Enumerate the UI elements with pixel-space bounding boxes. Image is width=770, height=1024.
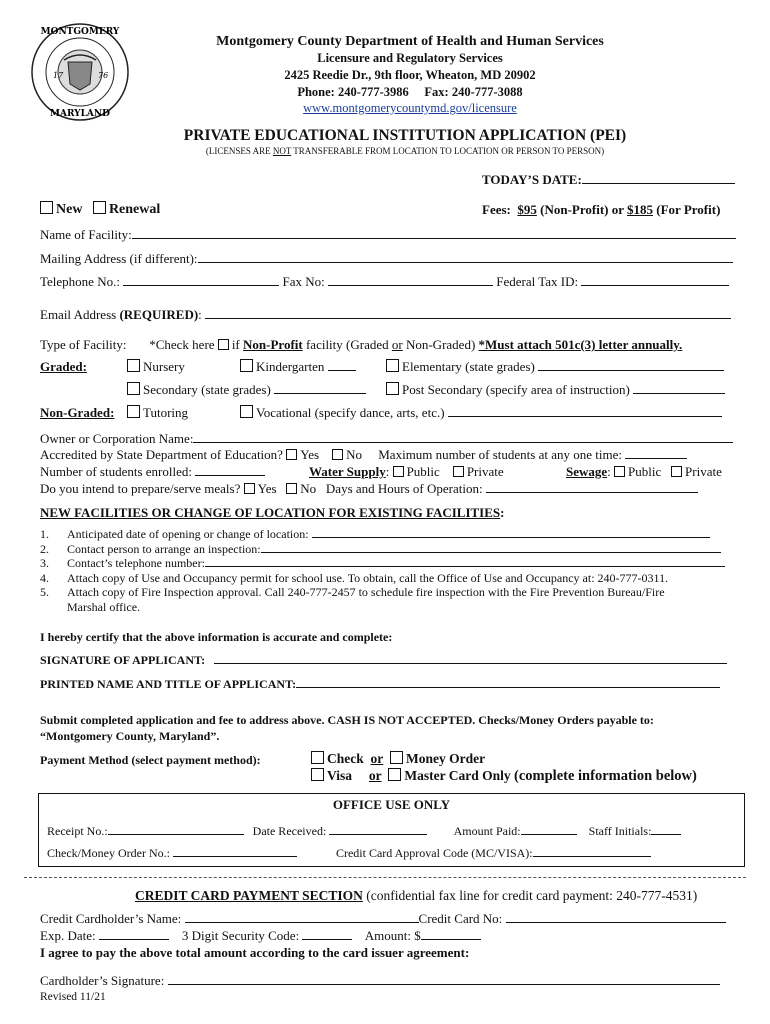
- post-secondary-field[interactable]: [633, 382, 725, 394]
- sewage-group: Sewage: Public Private: [566, 464, 722, 479]
- secondary-checkbox[interactable]: [127, 382, 140, 395]
- water-public-label: Public: [406, 464, 440, 479]
- telephone-label: Telephone No.:: [40, 274, 120, 289]
- federal-tax-field[interactable]: [581, 274, 729, 286]
- list-number: 3.: [40, 556, 49, 571]
- new-label: New: [56, 202, 83, 217]
- list-text: Attach copy of Use and Occupancy permit for school use. To obtain, call the Office of Use and Occupancy at: 240-777-0311.: [67, 570, 669, 585]
- cardholder-signature-label: Cardholder’s Signature:: [40, 973, 165, 988]
- form-subtitle: [100, 146, 710, 156]
- list-item: [40, 571, 745, 586]
- accredited-row: [40, 447, 687, 463]
- owner-row: [40, 431, 733, 447]
- payment-row-1: [311, 751, 485, 767]
- email-field[interactable]: [205, 307, 731, 319]
- phone-text: Phone: 240-777-3986: [297, 85, 409, 99]
- np-or: or: [391, 337, 403, 352]
- subtitle-post: TRANSFERABLE FROM LOCATION TO LOCATION OR PERSON TO PERSON): [291, 146, 605, 156]
- cardholder-signature-field[interactable]: [168, 973, 720, 985]
- list-item: [40, 585, 745, 600]
- fees-label: Fees:: [482, 202, 511, 217]
- cc-approval-field[interactable]: [533, 845, 651, 857]
- new-facilities-heading-text: NEW FACILITIES OR CHANGE OF LOCATION FOR EXISTING FACILITIES: [40, 505, 501, 520]
- enrolled-field[interactable]: [195, 464, 265, 476]
- secondary-label: Secondary (state grades): [143, 382, 271, 397]
- check-here-label: *Check here: [149, 337, 215, 352]
- date-received-field[interactable]: [329, 823, 427, 835]
- cc-title: CREDIT CARD PAYMENT SECTION: [135, 888, 363, 903]
- list-item: [40, 542, 745, 557]
- printed-name-label: PRINTED NAME AND TITLE OF APPLICANT:: [40, 677, 297, 691]
- facility-name-field[interactable]: [132, 227, 736, 239]
- revised-date: Revised 11/21: [40, 991, 106, 1003]
- list-text: Contact person to arrange an inspection:: [67, 541, 261, 556]
- subtitle-pre: (LICENSES ARE: [205, 146, 273, 156]
- exp-row: [40, 928, 481, 944]
- non-profit-label: Non-Profit: [243, 337, 303, 352]
- water-private-checkbox[interactable]: [453, 466, 464, 477]
- receipt-row: [47, 823, 681, 839]
- owner-label: Owner or Corporation Name:: [40, 431, 194, 446]
- post-secondary-checkbox[interactable]: [386, 382, 399, 395]
- vocational-option[interactable]: [240, 405, 722, 421]
- if-label: if: [231, 337, 244, 352]
- np-rest2: Non-Graded): [402, 337, 479, 352]
- card-no-field[interactable]: [506, 911, 726, 923]
- meals-yes-checkbox[interactable]: [244, 483, 255, 494]
- mailing-address-row: [40, 251, 733, 267]
- mastercard-checkbox[interactable]: [388, 768, 401, 781]
- meals-label: Do you intend to prepare/serve meals?: [40, 481, 241, 496]
- mailing-address-label: Mailing Address (if different):: [40, 251, 198, 266]
- mastercard-label: Master Card Only: [404, 768, 511, 783]
- svg-text:76: 76: [98, 71, 109, 80]
- staff-initials-field[interactable]: [651, 823, 681, 835]
- tutoring-label: Tutoring: [143, 405, 189, 420]
- fee-nonprofit-note: (Non-Profit) or: [540, 202, 624, 217]
- list-item: [40, 600, 745, 615]
- money-order-label: Money Order: [406, 751, 486, 766]
- facility-name-row: [40, 227, 736, 243]
- federal-tax-label: Federal Tax ID:: [496, 274, 579, 289]
- check-number-row: [47, 845, 651, 861]
- vocational-label: Vocational (specify dance, arts, etc.): [256, 405, 445, 420]
- meals-no-checkbox[interactable]: [286, 483, 297, 494]
- accredited-label: Accredited by State Department of Education?: [40, 447, 283, 462]
- post-secondary-label: Post Secondary (specify area of instruction): [402, 382, 630, 397]
- amount-label: Amount: $: [364, 928, 421, 943]
- cc-agree: I agree to pay the above total amount according to the card issuer agreement:: [40, 945, 470, 960]
- kindergarten-label: Kindergarten: [256, 359, 325, 374]
- list-number: 4.: [40, 570, 49, 585]
- list-number: 1.: [40, 527, 49, 541]
- signature-row: [40, 652, 727, 668]
- certify-text: I hereby certify that the above information is accurate and complete:: [40, 630, 393, 644]
- vocational-checkbox[interactable]: [240, 405, 253, 418]
- website-row: [130, 101, 690, 116]
- payment-method-label: Payment Method (select payment method):: [40, 753, 261, 767]
- todays-date-label: TODAY’S DATE:: [482, 172, 582, 187]
- check-checkbox[interactable]: [311, 751, 324, 764]
- svg-text:MARYLAND: MARYLAND: [50, 109, 110, 119]
- accredited-no-checkbox[interactable]: [332, 449, 343, 460]
- amount-paid-field[interactable]: [521, 823, 577, 835]
- application-type-row: [40, 201, 160, 218]
- or-label: or: [370, 751, 384, 766]
- nursery-option[interactable]: [127, 359, 185, 375]
- sewage-private-label: Private: [685, 464, 722, 479]
- security-code-field[interactable]: [302, 928, 352, 940]
- cc-title-note: (confidential fax line for credit card payment: 240-777-4531): [362, 888, 698, 903]
- fax-text: Fax: 240-777-3088: [424, 85, 523, 99]
- staff-initials-label: Staff Initials:: [588, 824, 652, 838]
- elementary-option[interactable]: [386, 359, 724, 375]
- renewal-checkbox[interactable]: [93, 201, 106, 214]
- list-text: Anticipated date of opening or change of location:: [67, 527, 309, 541]
- contact-person-field[interactable]: [261, 543, 721, 553]
- cc-approval-label: Credit Card Approval Code (MC/VISA):: [335, 846, 533, 860]
- submit-line-1: Submit completed application and fee to address above. CASH IS NOT ACCEPTED. Checks/Money Orders payable to:: [40, 713, 654, 727]
- fee-nonprofit: $95: [517, 202, 537, 217]
- receipt-field[interactable]: [108, 823, 244, 835]
- secondary-option[interactable]: [127, 382, 366, 398]
- county-seal-logo: [30, 22, 130, 122]
- cardholder-row: [40, 911, 726, 927]
- email-required: (REQUIRED): [119, 307, 199, 322]
- accredited-yes-checkbox[interactable]: [286, 449, 297, 460]
- amount-field[interactable]: [421, 928, 481, 940]
- vocational-field[interactable]: [448, 405, 722, 417]
- division-name: Licensure and Regulatory Services: [317, 51, 503, 65]
- form-title: PRIVATE EDUCATIONAL INSTITUTION APPLICATION (PEI): [183, 127, 627, 144]
- requirements-list: [40, 527, 745, 615]
- water-public-checkbox[interactable]: [393, 466, 404, 477]
- website-link[interactable]: www.montgomerycountymd.gov/licensure: [303, 101, 517, 115]
- sewage-public-checkbox[interactable]: [614, 466, 625, 477]
- list-item: [40, 527, 745, 542]
- enrolled-label: Number of students enrolled:: [40, 464, 192, 479]
- opening-date-field[interactable]: [312, 528, 710, 538]
- office-use-box: [38, 793, 745, 867]
- owner-field[interactable]: [193, 431, 733, 443]
- days-hours-field[interactable]: [486, 481, 698, 493]
- max-students-label: Maximum number of students at any one time:: [378, 447, 622, 462]
- complete-info-note: (complete information below): [514, 768, 697, 784]
- fee-profit-note: (For Profit): [656, 202, 721, 217]
- signature-label: SIGNATURE OF APPLICANT:: [40, 653, 206, 667]
- new-checkbox[interactable]: [40, 201, 53, 214]
- sewage-private-checkbox[interactable]: [671, 466, 682, 477]
- phone-fax-line: [130, 85, 690, 100]
- kindergarten-field[interactable]: [328, 359, 356, 371]
- meals-no-label: No: [300, 481, 317, 496]
- cardholder-name-label: Credit Cardholder’s Name:: [40, 911, 182, 926]
- receipt-label: Receipt No.:: [47, 824, 108, 838]
- cc-section-title: [135, 888, 697, 904]
- non-graded-text: Non-Graded: [40, 405, 111, 420]
- org-name: Montgomery County Department of Health and Human Services: [216, 34, 604, 49]
- fax-field[interactable]: [328, 274, 493, 286]
- or-label: or: [368, 768, 382, 783]
- accredited-yes-label: Yes: [300, 447, 320, 462]
- email-row: [40, 307, 731, 323]
- todays-date-field[interactable]: [582, 172, 735, 184]
- cardholder-signature-row: [40, 973, 720, 989]
- post-secondary-option[interactable]: [386, 382, 725, 398]
- enrolled-row: [40, 464, 265, 480]
- accredited-no-label: No: [346, 447, 362, 462]
- must-attach-note: *Must attach 501c(3) letter annually.: [478, 337, 683, 352]
- exp-date-label: Exp. Date:: [40, 928, 96, 943]
- facility-name-label: Name of Facility:: [40, 227, 132, 242]
- printed-name-field[interactable]: [296, 676, 720, 688]
- fees-row: [482, 202, 720, 218]
- cardholder-name-field[interactable]: [185, 911, 419, 923]
- meals-row: [40, 481, 698, 497]
- telephone-field[interactable]: [123, 274, 279, 286]
- printed-name-row: [40, 676, 720, 692]
- money-order-checkbox[interactable]: [390, 751, 403, 764]
- secondary-field[interactable]: [274, 382, 366, 394]
- office-use-title: OFFICE USE ONLY: [332, 797, 451, 812]
- kindergarten-option[interactable]: [240, 359, 356, 375]
- non-graded-label: Non-Graded:: [40, 405, 115, 420]
- sewage-label: Sewage: [566, 464, 608, 479]
- np-rest: facility (Graded: [302, 337, 392, 352]
- non-profit-checkbox[interactable]: [218, 339, 229, 350]
- kindergarten-checkbox[interactable]: [240, 359, 253, 372]
- list-text: Attach copy of Fire Inspection approval. Call 240-777-2457 to schedule fire inspection with the Fire Prevention Bureau/Fire: [67, 585, 665, 600]
- water-supply-label: Water Supply: [309, 464, 386, 479]
- new-facilities-heading: NEW FACILITIES OR CHANGE OF LOCATION FOR EXISTING FACILITIES:: [40, 505, 505, 520]
- signature-field[interactable]: [214, 652, 727, 664]
- payment-row-2: [311, 768, 697, 785]
- contact-phone-field[interactable]: [205, 557, 725, 567]
- days-hours-label: Days and Hours of Operation:: [325, 481, 483, 496]
- visa-checkbox[interactable]: [311, 768, 324, 781]
- meals-yes-label: Yes: [257, 481, 277, 496]
- list-number: 2.: [40, 541, 49, 556]
- phone-fax-tax-row: [40, 274, 729, 290]
- date-received-label: Date Received:: [252, 824, 327, 838]
- svg-text:17: 17: [53, 71, 64, 80]
- list-text: Marshal office.: [67, 599, 141, 614]
- nursery-label: Nursery: [143, 359, 185, 374]
- elementary-field[interactable]: [538, 359, 724, 371]
- check-label: Check: [327, 751, 364, 766]
- facility-type-row: [40, 337, 682, 353]
- exp-date-field[interactable]: [99, 928, 169, 940]
- water-private-label: Private: [466, 464, 504, 479]
- fax-label: Fax No:: [282, 274, 325, 289]
- tutoring-checkbox[interactable]: [127, 405, 140, 418]
- todays-date-row: [482, 172, 735, 188]
- cut-line-divider: [24, 877, 746, 878]
- renewal-label: Renewal: [108, 202, 161, 217]
- facility-type-label: Type of Facility:: [40, 337, 127, 352]
- submit-line-2: “Montgomery County, Maryland”.: [40, 729, 220, 743]
- sewage-public-label: Public: [628, 464, 662, 479]
- graded-label: Graded:: [40, 359, 87, 374]
- list-number: 5.: [40, 585, 49, 600]
- list-text: Contact’s telephone number:: [67, 556, 205, 571]
- mailing-address-field[interactable]: [198, 251, 733, 263]
- office-address: 2425 Reedie Dr., 9th floor, Wheaton, MD 20902: [284, 68, 536, 82]
- subtitle-not: NOT: [272, 146, 292, 156]
- security-code-label: 3 Digit Security Code:: [181, 928, 300, 943]
- list-item: [40, 556, 745, 571]
- email-label: Email Address: [40, 307, 120, 322]
- card-no-label: Credit Card No:: [418, 911, 503, 926]
- elementary-label: Elementary (state grades): [402, 359, 535, 374]
- amount-paid-label: Amount Paid:: [453, 824, 521, 838]
- elementary-checkbox[interactable]: [386, 359, 399, 372]
- check-money-order-label: Check/Money Order No.:: [47, 846, 170, 860]
- email-colon: :: [198, 307, 202, 322]
- fee-profit: $185: [627, 202, 654, 217]
- svg-text:MONTGOMERY: MONTGOMERY: [40, 27, 120, 37]
- visa-label: Visa: [327, 768, 353, 783]
- check-money-order-field[interactable]: [173, 845, 297, 857]
- water-supply-group: Water Supply: Public Private: [309, 464, 504, 479]
- max-students-field[interactable]: [625, 447, 687, 459]
- tutoring-option[interactable]: [127, 405, 188, 421]
- nursery-checkbox[interactable]: [127, 359, 140, 372]
